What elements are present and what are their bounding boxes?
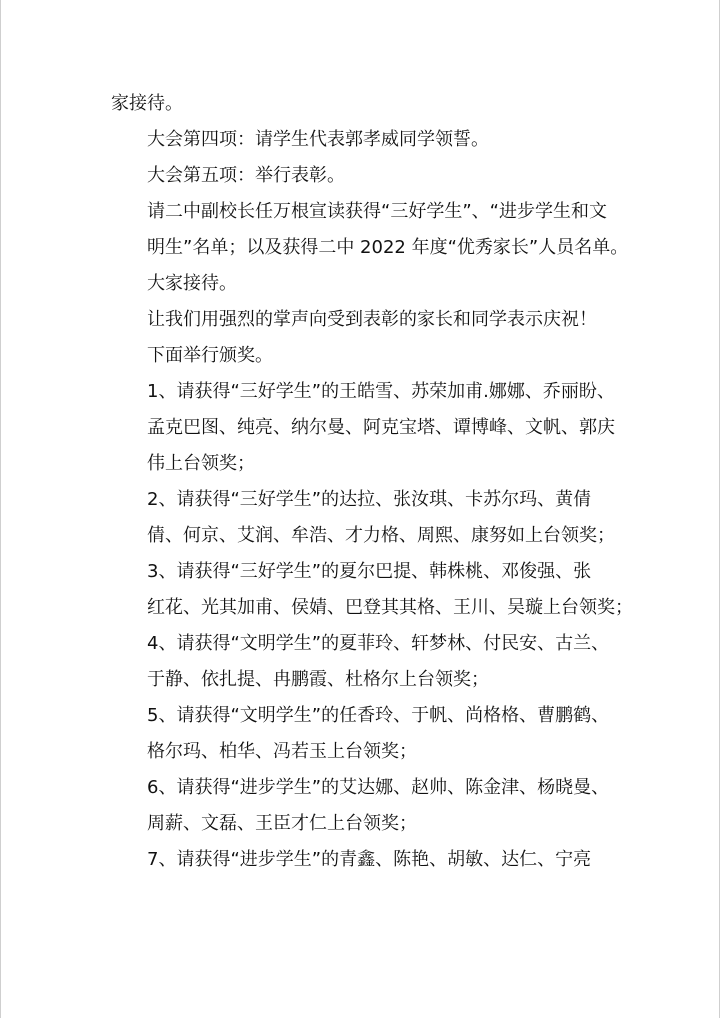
- text-line: 于静、依扎提、冉鹏霞、杜格尔上台领奖；: [147, 669, 489, 690]
- text-line: 格尔玛、柏华、冯若玉上台领奖；: [147, 741, 417, 762]
- text-line: 大家接待。: [147, 273, 237, 294]
- text-line: 6、请获得“进步学生”的艾达娜、赵帅、陈金津、杨晓曼、: [147, 777, 610, 798]
- text-line: 大会第五项：举行表彰。: [147, 165, 345, 186]
- text-line: 1、请获得“三好学生”的王皓雪、苏荣加甫.娜娜、乔丽盼、: [147, 381, 615, 402]
- paragraph: [111, 374, 615, 482]
- paragraph: [111, 194, 629, 302]
- text-line: 5、请获得“文明学生”的任香玲、于帆、尚格格、曹鹏鹤、: [147, 705, 610, 726]
- paragraph: [111, 698, 615, 770]
- text-line: 红花、光其加甫、侯婧、巴登其其格、王川、吴璇上台领奖；: [147, 597, 633, 618]
- text-line: 明生”名单；以及获得二中 2022 年度“优秀家长”人员名单。: [147, 237, 629, 258]
- document-body: [111, 86, 633, 878]
- text-line: 3、请获得“三好学生”的夏尔巴提、韩株桃、邓俊强、张: [147, 561, 592, 582]
- paragraph: [111, 770, 615, 842]
- text-line: 2、请获得“三好学生”的达拉、张汝琪、卡苏尔玛、黄倩: [147, 489, 592, 510]
- text-line: 让我们用强烈的掌声向受到表彰的家长和同学表示庆祝！: [147, 309, 597, 330]
- paragraph: [111, 302, 615, 338]
- paragraph: [111, 122, 615, 158]
- text-line: 4、请获得“文明学生”的夏菲玲、轩梦林、付民安、古兰、: [147, 633, 610, 654]
- text-line: 请二中副校长任万根宣读获得“三好学生”、“进步学生和文: [147, 201, 607, 222]
- paragraph: [111, 158, 615, 194]
- text-line: 大会第四项：请学生代表郭孝威同学领誓。: [147, 129, 489, 150]
- text-line: 周薪、文磊、王臣才仁上台领奖；: [147, 813, 417, 834]
- text-line: 7、请获得“进步学生”的青鑫、陈艳、胡敏、达仁、宁亮: [147, 849, 592, 870]
- paragraph: [111, 842, 615, 878]
- text-line: 倩、何京、艾润、牟浩、才力格、周熙、康努如上台领奖；: [147, 525, 615, 546]
- text-line: 孟克巴图、纯亮、纳尔曼、阿克宝塔、谭博峰、文帆、郭庆: [147, 417, 615, 438]
- paragraph: [111, 86, 615, 122]
- paragraph: [111, 338, 615, 374]
- paragraph: [111, 482, 615, 554]
- text-line: 家接待。: [111, 93, 183, 114]
- paragraph: [111, 626, 615, 698]
- text-line: 伟上台领奖；: [147, 453, 255, 474]
- paragraph: [111, 554, 633, 626]
- text-line: 下面举行颁奖。: [147, 345, 273, 366]
